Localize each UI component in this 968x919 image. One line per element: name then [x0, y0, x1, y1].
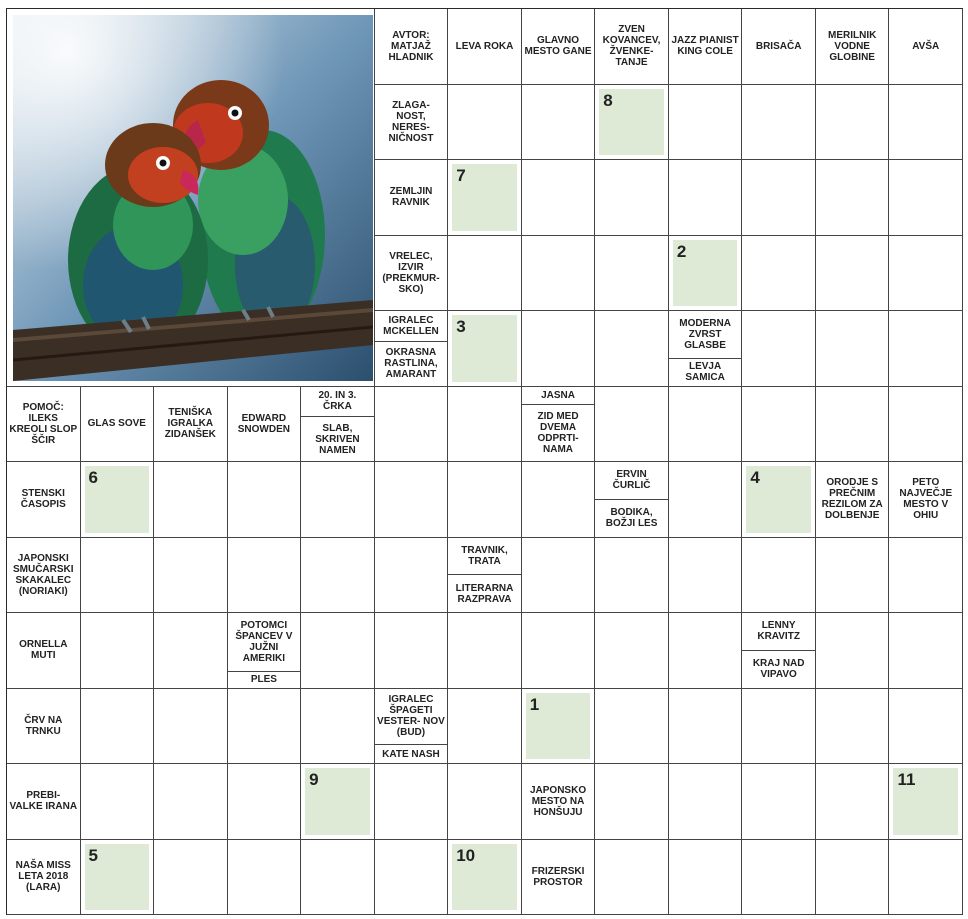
answer-cell[interactable] — [448, 236, 522, 312]
answer-cell[interactable] — [301, 840, 375, 916]
clue-text: STENSKI ČASOPIS — [20, 488, 66, 511]
clue-split-lenny-kraj — [742, 613, 816, 689]
clue-text: MERILNIK VODNE GLOBINE — [828, 29, 877, 63]
clue-text: KRAJ NAD VIPAVO — [742, 650, 815, 688]
answer-cell-5[interactable] — [81, 840, 155, 916]
answer-cell[interactable] — [742, 236, 816, 312]
clue-text: BRISAČA — [755, 40, 802, 52]
clue-text: SLAB, SKRIVEN NAMEN — [301, 416, 374, 461]
solution-number: 1 — [529, 694, 540, 714]
answer-cell[interactable] — [595, 160, 669, 236]
clue-text: MODERNA ZVRST GLASBE — [679, 318, 731, 352]
answer-cell[interactable] — [816, 311, 890, 387]
answer-cell[interactable] — [301, 538, 375, 614]
solution-number: 5 — [88, 845, 98, 865]
answer-cell[interactable] — [522, 160, 596, 236]
answer-cell[interactable] — [816, 689, 890, 765]
answer-cell[interactable] — [889, 311, 963, 387]
clue-glavno-mesto-gane — [522, 9, 596, 85]
answer-cell[interactable] — [816, 613, 890, 689]
clue-leva-roka — [448, 9, 522, 85]
answer-cell[interactable] — [595, 311, 669, 387]
clue-split-igralec-kate — [375, 689, 449, 765]
clue-orodje — [816, 462, 890, 538]
answer-cell[interactable] — [669, 613, 743, 689]
answer-cell[interactable] — [816, 160, 890, 236]
clue-text: ORNELLA MUTI — [19, 639, 68, 662]
answer-cell[interactable] — [595, 840, 669, 916]
answer-cell[interactable] — [448, 764, 522, 840]
answer-cell-1[interactable] — [522, 689, 596, 765]
clue-split-jasna-zid — [522, 387, 596, 463]
clue-text: JAPONSKO MESTO NA HONŠUJU — [529, 784, 587, 818]
clue-text: OKRASNA RASTLINA, AMARANT — [375, 341, 448, 386]
clue-text: VRELEC, IZVIR (PREKMUR- SKO) — [382, 250, 440, 295]
clue-crv — [7, 689, 81, 765]
clue-text: EDWARD SNOWDEN — [237, 412, 290, 435]
clue-text: POMOČ: ILEKS KREOLI SLOP ŠČIR — [9, 401, 78, 446]
answer-cell[interactable] — [595, 387, 669, 463]
answer-cell[interactable] — [81, 538, 155, 614]
clue-text: GLAVNO MESTO GANE — [524, 35, 592, 58]
answer-cell[interactable] — [448, 689, 522, 765]
answer-cell[interactable] — [375, 613, 449, 689]
answer-cell[interactable] — [669, 840, 743, 916]
clue-stenski — [7, 462, 81, 538]
answer-cell[interactable] — [522, 85, 596, 161]
answer-cell-8[interactable] — [595, 85, 669, 161]
clue-text: AVTOR: MATJAŽ HLADNIK — [388, 29, 434, 63]
answer-cell[interactable] — [816, 387, 890, 463]
clue-japonski — [7, 538, 81, 614]
answer-cell[interactable] — [228, 538, 302, 614]
answer-cell[interactable] — [742, 160, 816, 236]
answer-cell-9[interactable] — [301, 764, 375, 840]
solution-number: 2 — [676, 241, 687, 261]
clue-vrelec — [375, 236, 449, 312]
answer-cell[interactable] — [742, 538, 816, 614]
answer-cell[interactable] — [889, 85, 963, 161]
answer-cell[interactable] — [375, 764, 449, 840]
clue-japonsko-mesto — [522, 764, 596, 840]
answer-cell[interactable] — [228, 689, 302, 765]
answer-cell[interactable] — [595, 613, 669, 689]
answer-cell[interactable] — [522, 311, 596, 387]
answer-cell[interactable] — [301, 613, 375, 689]
answer-cell-7[interactable] — [448, 160, 522, 236]
clue-text: ČRV NA TRNKU — [24, 714, 63, 737]
clue-split-travnik-literarna — [448, 538, 522, 614]
answer-cell[interactable] — [669, 764, 743, 840]
clue-text: TRAVNIK, TRATA — [461, 544, 508, 567]
clue-text: LEVJA SAMICA — [669, 358, 742, 385]
answer-cell[interactable] — [228, 840, 302, 916]
clue-ornella — [7, 613, 81, 689]
answer-cell[interactable] — [154, 613, 228, 689]
lovebirds-photo — [7, 9, 375, 387]
clue-text: IGRALEC MCKELLEN — [383, 314, 439, 337]
answer-cell[interactable] — [154, 764, 228, 840]
crossword-grid — [6, 8, 963, 915]
answer-cell[interactable] — [154, 689, 228, 765]
answer-cell[interactable] — [742, 311, 816, 387]
answer-cell[interactable] — [669, 85, 743, 161]
clue-frizerski — [522, 840, 596, 916]
answer-cell[interactable] — [448, 387, 522, 463]
clue-edward — [228, 387, 302, 463]
answer-cell[interactable] — [448, 462, 522, 538]
clue-text: PETO NAJVEČJE MESTO V OHIU — [899, 477, 953, 522]
answer-cell[interactable] — [669, 689, 743, 765]
answer-cell[interactable] — [595, 538, 669, 614]
clue-zlaganost — [375, 85, 449, 161]
clue-text: BODIKA, BOŽJI LES — [595, 499, 668, 537]
clue-text: NAŠA MISS LETA 2018 (LARA) — [15, 860, 71, 894]
answer-cell-3[interactable] — [448, 311, 522, 387]
answer-cell-4[interactable] — [742, 462, 816, 538]
answer-cell[interactable] — [742, 764, 816, 840]
clue-pomoc — [7, 387, 81, 463]
clue-merilnik — [816, 9, 890, 85]
clue-text: PLES — [228, 671, 301, 688]
answer-cell[interactable] — [375, 538, 449, 614]
solution-number: 8 — [603, 90, 613, 110]
answer-cell[interactable] — [669, 387, 743, 463]
answer-cell[interactable] — [228, 764, 302, 840]
clue-avsa — [889, 9, 963, 85]
answer-cell[interactable] — [375, 840, 449, 916]
clue-text: KATE NASH — [375, 744, 448, 763]
clue-nasa-miss — [7, 840, 81, 916]
clue-text: JAZZ PIANIST KING COLE — [671, 35, 739, 58]
answer-cell[interactable] — [669, 160, 743, 236]
answer-cell[interactable] — [889, 538, 963, 614]
clue-text: PREBI- VALKE IRANA — [9, 790, 78, 813]
clue-split-crka-slab — [301, 387, 375, 463]
answer-cell[interactable] — [81, 764, 155, 840]
clue-jazz-pianist — [669, 9, 743, 85]
answer-cell[interactable] — [375, 462, 449, 538]
clue-text: LITERARNA RAZPRAVA — [448, 574, 521, 612]
solution-number: 4 — [750, 468, 760, 487]
answer-cell-11[interactable] — [889, 764, 963, 840]
solution-number: 3 — [456, 317, 466, 336]
answer-cell-10[interactable] — [448, 840, 522, 916]
parrots-image — [13, 15, 373, 381]
answer-cell[interactable] — [448, 613, 522, 689]
clue-text: ZLAGA- NOST, NERES- NIČNOST — [388, 99, 434, 144]
clue-split-ervin-bodika — [595, 462, 669, 538]
answer-cell[interactable] — [889, 613, 963, 689]
solution-number: 10 — [456, 845, 476, 865]
clue-glas-sove — [81, 387, 155, 463]
clue-zven — [595, 9, 669, 85]
clue-prebivalke — [7, 764, 81, 840]
clue-text: ORODJE S PREČNIM REZILOM ZA DOLBENJE — [821, 477, 883, 522]
clue-text: ZEMLJIN RAVNIK — [389, 186, 433, 209]
clue-split-igralec-okrasna — [375, 311, 449, 387]
clue-text: JAPONSKI SMUČARSKI SKAKALEC (NORIAKI) — [12, 552, 74, 597]
answer-cell[interactable] — [228, 462, 302, 538]
clue-text: AVŠA — [912, 40, 940, 52]
answer-cell[interactable] — [742, 840, 816, 916]
answer-cell[interactable] — [889, 387, 963, 463]
clue-teniska — [154, 387, 228, 463]
clue-peto — [889, 462, 963, 538]
answer-cell[interactable] — [742, 85, 816, 161]
answer-cell[interactable] — [522, 538, 596, 614]
answer-cell[interactable] — [522, 236, 596, 312]
answer-cell[interactable] — [522, 462, 596, 538]
answer-cell[interactable] — [154, 840, 228, 916]
answer-cell[interactable] — [816, 764, 890, 840]
answer-cell[interactable] — [81, 613, 155, 689]
answer-cell[interactable] — [595, 236, 669, 312]
answer-cell[interactable] — [742, 387, 816, 463]
clue-text: POTOMCI ŠPANCEV V JUŽNI AMERIKI — [235, 619, 293, 664]
clue-author — [375, 9, 449, 85]
clue-text: TENIŠKA IGRALKA ZIDANŠEK — [164, 407, 216, 441]
clue-text: IGRALEC ŠPAGETI VESTER- NOV (BUD) — [377, 694, 445, 739]
answer-cell[interactable] — [448, 85, 522, 161]
clue-split-potomci-ples — [228, 613, 302, 689]
answer-cell[interactable] — [816, 236, 890, 312]
answer-cell[interactable] — [669, 462, 743, 538]
clue-zemljin — [375, 160, 449, 236]
answer-cell[interactable] — [301, 689, 375, 765]
clue-brisaca — [742, 9, 816, 85]
answer-cell[interactable] — [816, 538, 890, 614]
solution-number: 9 — [309, 770, 319, 789]
answer-cell[interactable] — [889, 840, 963, 916]
clue-text: LEVA ROKA — [455, 40, 514, 52]
clue-text: ZVEN KOVANCEV, ŽVENKE- TANJE — [602, 24, 661, 69]
answer-cell[interactable] — [154, 462, 228, 538]
clue-text: LENNY KRAVITZ — [757, 620, 800, 643]
answer-cell[interactable] — [889, 160, 963, 236]
clue-text: 20. IN 3. ČRKA — [318, 390, 357, 413]
clue-text: FRIZERSKI PROSTOR — [531, 865, 585, 888]
clue-text: ZID MED DVEMA ODPRTI- NAMA — [522, 404, 595, 461]
answer-cell[interactable] — [81, 689, 155, 765]
clue-text: ERVIN ČURLIČ — [612, 469, 651, 492]
answer-cell[interactable] — [816, 85, 890, 161]
clue-text: JASNA — [541, 389, 575, 401]
answer-cell[interactable] — [889, 689, 963, 765]
answer-cell[interactable] — [154, 538, 228, 614]
clue-split-moderna-levja — [669, 311, 743, 387]
answer-cell-6[interactable] — [81, 462, 155, 538]
answer-cell[interactable] — [595, 689, 669, 765]
clue-text: GLAS SOVE — [87, 418, 146, 430]
answer-cell[interactable] — [669, 538, 743, 614]
solution-number: 6 — [88, 468, 98, 487]
answer-cell[interactable] — [816, 840, 890, 916]
answer-cell[interactable] — [301, 462, 375, 538]
solution-number: 11 — [897, 770, 916, 789]
answer-cell[interactable] — [595, 764, 669, 840]
answer-cell[interactable] — [522, 613, 596, 689]
answer-cell[interactable] — [889, 236, 963, 312]
answer-cell[interactable] — [375, 387, 449, 463]
answer-cell[interactable] — [742, 689, 816, 765]
answer-cell-2[interactable] — [669, 236, 743, 312]
solution-number: 7 — [456, 166, 466, 185]
